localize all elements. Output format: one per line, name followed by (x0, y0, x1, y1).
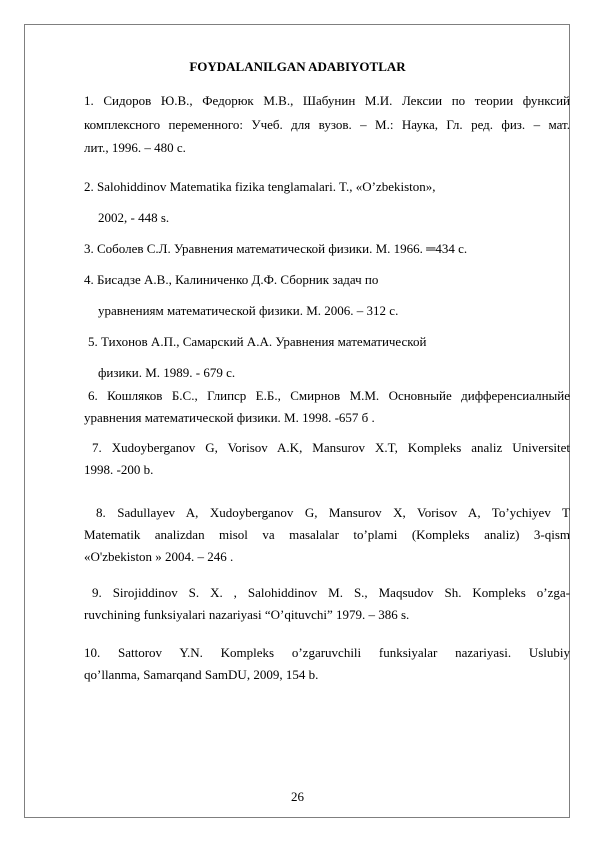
reference-line: ruvchining funksiyalari nazariyasi “O’qituvchi” 1979. – 386 s. (84, 607, 410, 622)
reference-line: 2. Salohiddinov Matematika fizika tenglamalari. T., «O’zbekiston», (84, 179, 436, 194)
reference-line: лит., 1996. – 480 с. (84, 140, 186, 155)
reference-line: 9. Sirojiddinov S. X. , Salohiddinov M. S., Maqsudov Sh. Kompleks o’zga- (92, 585, 570, 600)
reference-line: 8. Sadullayev A, Xudoyberganov G, Mansurov X, Vorisov A, To’ychiyev T (96, 505, 570, 520)
reference-line: комплексного переменного: Учеб. для вузов. – М.: Наука, Гл. ред. физ. – мат. (84, 117, 570, 132)
reference-line: Matematik analizdan misol va masalalar to’plami (Kompleks analiz) 3-qism (84, 527, 570, 542)
reference-line: 6. Кошляков Б.С., Глипср Е.Б., Смирнов М.М. Основныйе дифференсиалныйе (88, 388, 570, 403)
reference-line: 2002, - 448 s. (98, 210, 170, 225)
page-title: FOYDALANILGAN ADABIYOTLAR (189, 59, 406, 74)
reference-line: 10. Sattorov Y.N. Kompleks o’zgaruvchili funksiyalar nazariyasi. Uslubiy (84, 645, 570, 660)
reference-line: qo’llanma, Samarqand SamDU, 2009, 154 b. (84, 667, 319, 682)
reference-line: 5. Тихонов А.П., Самарский А.А. Уравнения математической (88, 334, 427, 349)
reference-line: 1998. -200 b. (84, 462, 154, 477)
reference-line: 4. Бисадзе А.В., Калиниченко Д.Ф. Сборник задач по (84, 272, 379, 287)
reference-line: уравнения математической физики. М. 1998. -657 б . (84, 410, 375, 425)
reference-line: «O'zbekiston » 2004. – 246 . (84, 549, 234, 564)
reference-line: 1. Сидоров Ю.В., Федорюк М.В., Шабунин М.И. Лексии по теории функсий (84, 93, 570, 108)
reference-line: физики. М. 1989. - 679 с. (98, 365, 236, 380)
reference-line: 3. Соболев С.Л. Уравнения математической физики. М. 1966. ═434 с. (84, 241, 468, 256)
reference-line: 7. Xudoyberganov G, Vorisov A.K, Mansurov X.T, Kompleks analiz Universitet (92, 440, 570, 455)
reference-line: уравнениям математической физики. М. 2006. – 312 с. (98, 303, 399, 318)
page-number: 26 (291, 789, 304, 804)
